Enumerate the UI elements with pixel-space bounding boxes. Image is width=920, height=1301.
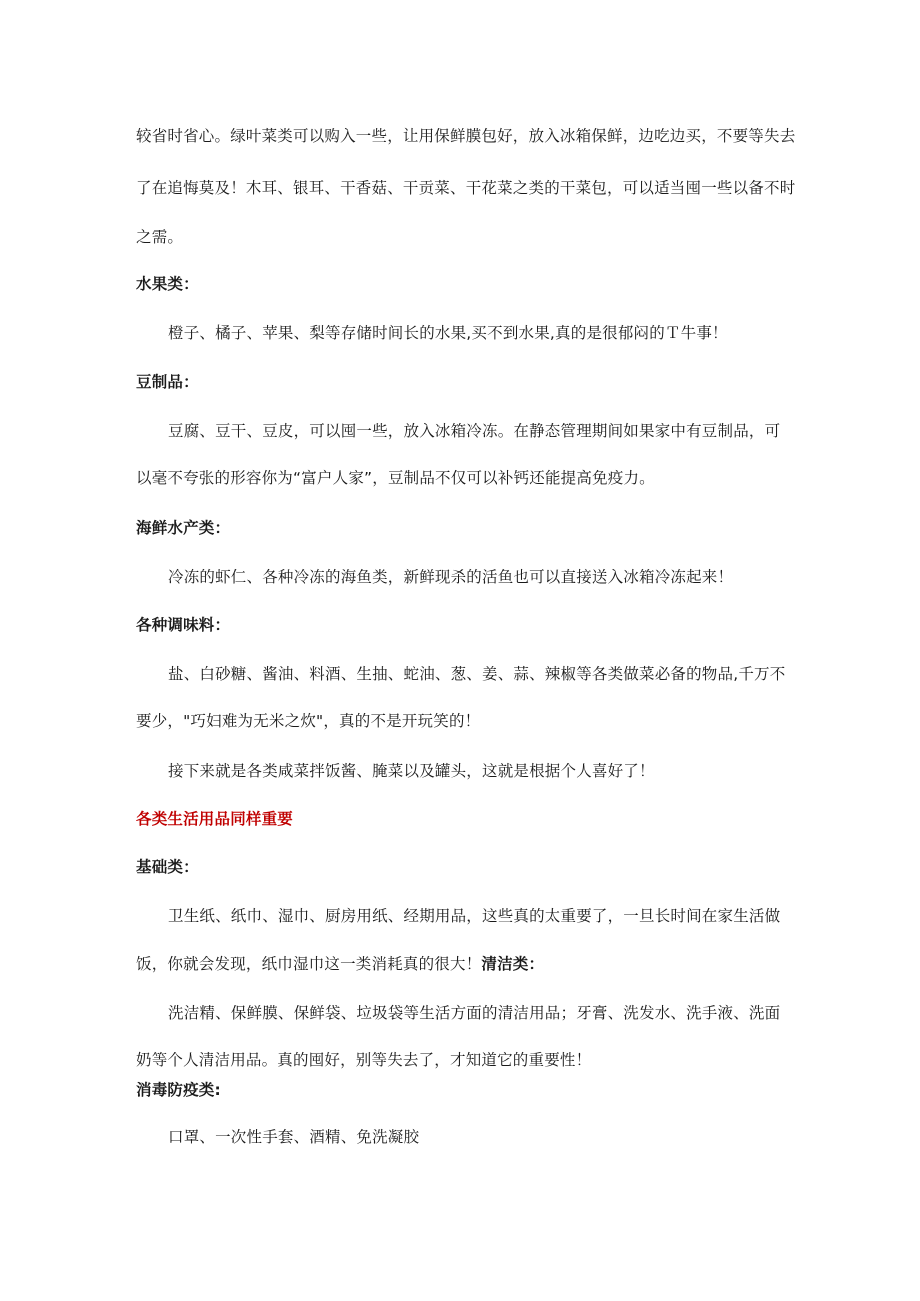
paragraph-line: 之需。 — [136, 228, 184, 246]
paragraph-line: 以毫不夸张的形容你为“富户人家”，豆制品不仅可以补钙还能提高免疫力。 — [136, 469, 655, 487]
paragraph-line: 要少，"巧妇难为无米之炊"，真的不是开玩笑的！ — [136, 712, 481, 730]
paragraph-line: 卫生纸、纸巾、湿巾、厨房用纸、经期用品，这些真的太重要了，一旦长时间在家生活做 — [168, 907, 781, 925]
heading-disinfect: 消毒防疫类: — [136, 1081, 221, 1099]
heading-clean: 清洁类： — [481, 955, 545, 973]
heading-basic: 基础类： — [136, 858, 199, 876]
paragraph-line: 了在追悔莫及！木耳、银耳、干香菇、干贡菜、干花菜之类的干菜包，可以适当囤一些以备不时 — [136, 179, 796, 197]
paragraph-pickles: 接下来就是各类咸菜拌饭酱、腌菜以及罐头，这就是根据个人喜好了！ — [168, 762, 655, 780]
paragraph-line: 洗洁精、保鲜膜、保鲜袋、垃圾袋等生活方面的清洁用品；牙膏、洗发水、洗手液、洗面 — [168, 1004, 781, 1022]
heading-seasoning: 各种调味料： — [136, 616, 231, 634]
paragraph-disinfect: 口罩、一次性手套、酒精、免洗凝胶 — [168, 1128, 420, 1146]
heading-bean: 豆制品： — [136, 373, 199, 391]
heading-fruit: 水果类： — [136, 275, 199, 293]
paragraph-seafood: 冷冻的虾仁、各种冷冻的海鱼类，新鲜现杀的活鱼也可以直接送入冰箱冷冻起来！ — [168, 568, 734, 586]
paragraph-line: 奶等个人清洁用品。真的囤好，别等失去了，才知道它的重要性！ — [136, 1051, 592, 1069]
section-title: 各类生活用品同样重要 — [136, 810, 294, 828]
paragraph-basic-last — [136, 953, 544, 975]
paragraph-line: 较省时省心。绿叶菜类可以购入一些，让用保鲜膜包好，放入冰箱保鲜，边吃边买，不要等失去 — [136, 127, 796, 145]
heading-seafood: 海鲜水产类： — [136, 519, 231, 537]
paragraph-text: 饭，你就会发现，纸巾湿巾这一类消耗真的很大！ — [136, 955, 482, 973]
paragraph-fruit: 橙子、橘子、苹果、梨等存储时间长的水果,买不到水果,真的是很郁闷的Ｔ牛事！ — [168, 324, 728, 342]
paragraph-line: 盐、白砂糖、酱油、料酒、生抽、蛇油、葱、姜、蒜、辣椒等各类做菜必备的物品,千万不 — [168, 665, 786, 683]
paragraph-line: 豆腐、豆干、豆皮，可以囤一些，放入冰箱冷冻。在静态管理期间如果家中有豆制品，可 — [168, 422, 781, 440]
